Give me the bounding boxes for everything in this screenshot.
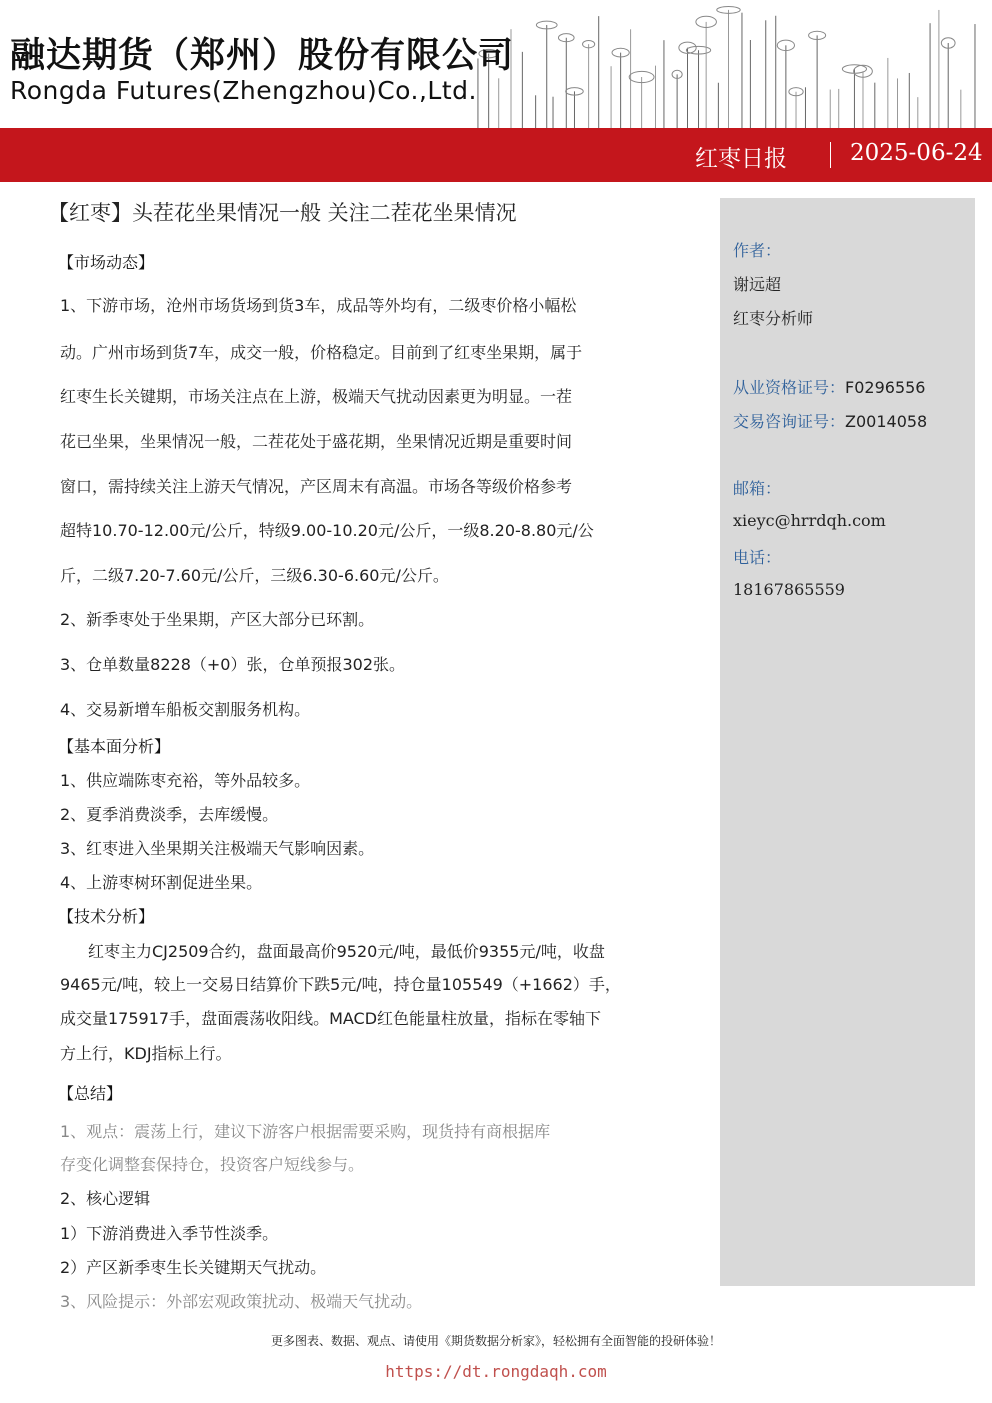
consult-label-text: 交易咨询证号： [733,412,846,431]
summary-line: 存变化调整套保持仓，投资客户短线参与。 [60,1155,365,1174]
report-date: 2025-06-24 [850,140,983,166]
decorative-dandelion-graphic [455,0,992,128]
market-line: 红枣生长关键期，市场关注点在上游，极端天气扰动因素更为明显。一茬 [60,387,573,406]
market-line: 4、交易新增车船板交割服务机构。 [60,700,311,719]
phone-label: 电话： [733,548,782,567]
technical-line: 方上行，KDJ指标上行。 [60,1044,232,1063]
fundamental-line: 4、上游枣树环割促进坐果。 [60,873,263,892]
report-banner [0,128,992,182]
report-title: 【红枣】头茬花坐果情况一般 关注二茬花坐果情况 [48,201,517,225]
page-header [0,0,992,128]
technical-heading: 【技术分析】 [58,907,155,926]
market-line: 动。广州市场到货7车，成交一般，价格稳定。目前到了红枣坐果期，属于 [60,343,583,362]
cert-value: F0296556 [845,378,926,397]
fundamental-line: 3、红枣进入坐果期关注极端天气影响因素。 [60,839,375,858]
banner-divider [830,142,831,168]
summary-line: 1、观点：震荡上行，建议下游客户根据需要采购，现货持有商根据库 [60,1122,551,1141]
email-label: 邮箱： [733,479,782,498]
report-name: 红枣日报 [695,146,787,172]
author-label: 作者： [733,241,782,260]
company-name-en: Rongda Futures(Zhengzhou)Co.,Ltd. [10,76,477,105]
cert-label-text: 从业资格证号： [733,378,846,397]
market-line: 窗口，需持续关注上游天气情况，产区周末有高温。市场各等级价格参考 [60,477,573,496]
phone-value: 18167865559 [733,580,845,599]
footer-url-link[interactable]: https://dt.rongdaqh.com [385,1362,607,1381]
cert-label [733,375,925,398]
market-line: 超特10.70-12.00元/公斤，特级9.00-10.20元/公斤，一级8.20-8.80元/公 [60,521,594,540]
fundamental-line: 1、供应端陈枣充裕，等外品较多。 [60,771,311,790]
fundamental-heading: 【基本面分析】 [58,737,171,756]
summary-line: 2）产区新季枣生长关键期天气扰动。 [60,1258,327,1277]
consult-label [733,409,927,432]
technical-line: 9465元/吨，较上一交易日结算价下跌5元/吨，持仓量105549（+1662）手， [60,975,621,994]
consult-value: Z0014058 [845,412,928,431]
summary-line: 3、风险提示：外部宏观政策扰动、极端天气扰动。 [60,1292,423,1311]
footer-note: 更多图表、数据、观点、请使用《期货数据分析家》，轻松拥有全面智能的投研体验！ [270,1334,721,1348]
author-name: 谢远超 [733,275,782,294]
fundamental-line: 2、夏季消费淡季，去库缓慢。 [60,805,279,824]
market-line: 斤，二级7.20-7.60元/公斤，三级6.30-6.60元/公斤。 [60,566,449,585]
market-line: 1、下游市场，沧州市场货场到货3车，成品等外均有，二级枣价格小幅松 [60,296,577,315]
market-heading: 【市场动态】 [58,253,155,272]
technical-line: 红枣主力CJ2509合约，盘面最高价9520元/吨，最低价9355元/吨，收盘 [88,942,605,961]
author-title: 红枣分析师 [733,309,814,328]
market-line: 3、仓单数量8228（+0）张，仓单预报302张。 [60,655,406,674]
email-value[interactable]: xieyc@hrrdqh.com [733,511,886,530]
technical-line: 成交量175917手，盘面震荡收阳线。MACD红色能量柱放量，指标在零轴下 [60,1009,602,1028]
company-name-cn: 融达期货（郑州）股份有限公司 [10,36,515,76]
market-line: 花已坐果，坐果情况一般，二茬花处于盛花期，坐果情况近期是重要时间 [60,432,573,451]
market-line: 2、新季枣处于坐果期，产区大部分已环割。 [60,610,375,629]
author-sidebar [720,198,975,1286]
summary-line: 1）下游消费进入季节性淡季。 [60,1224,279,1243]
summary-heading: 【总结】 [58,1084,123,1103]
summary-line: 2、核心逻辑 [60,1189,151,1208]
